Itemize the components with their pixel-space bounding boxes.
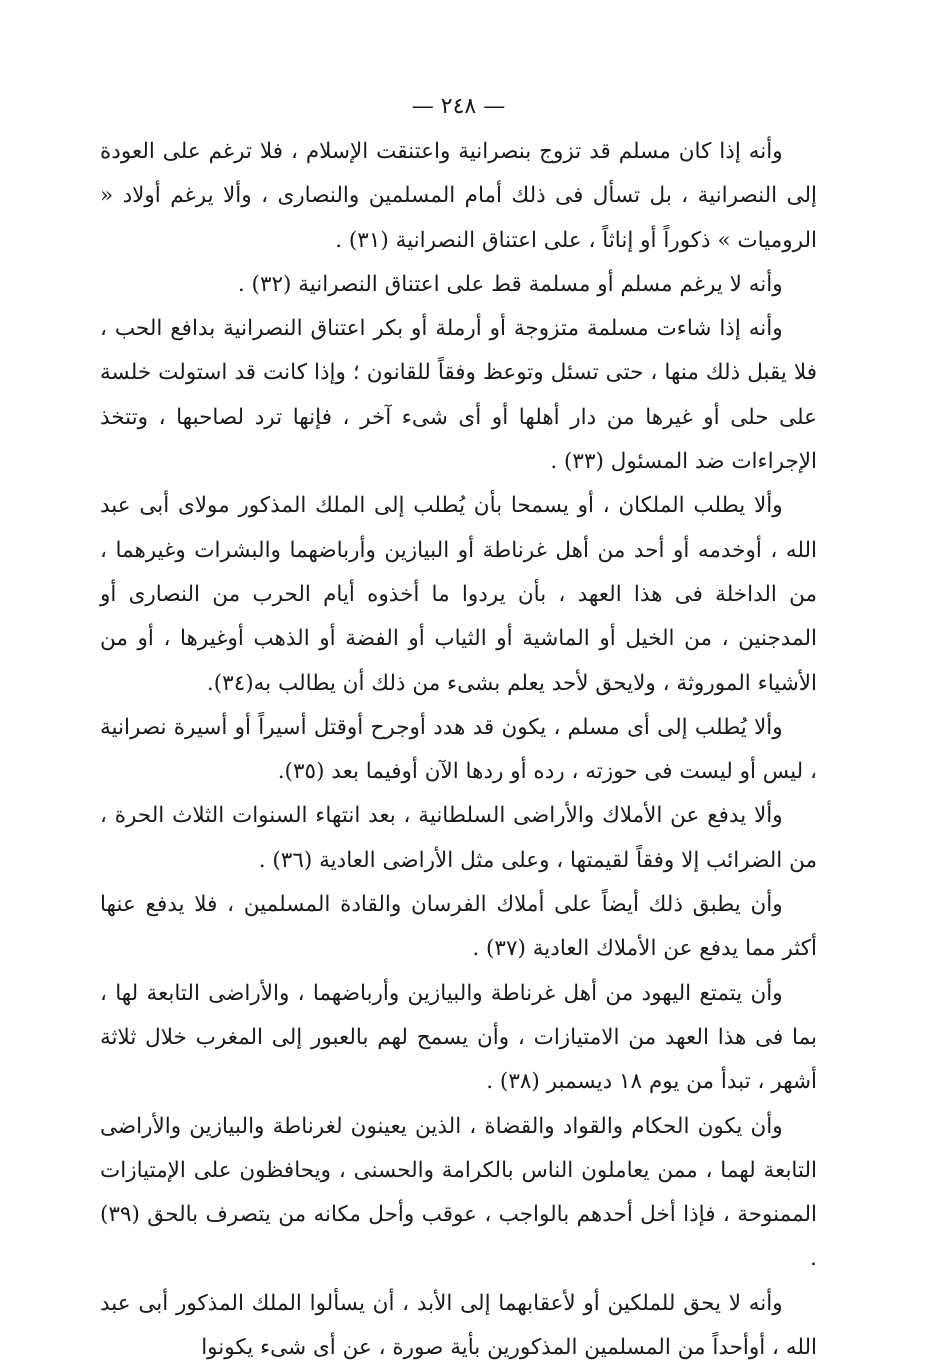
paragraph-4: وألا يطلب الملكان ، أو يسمحا بأن يُطلب إلى الملك المذكور مولاى أبى عبد الله ، أوخدمه أو أحد من أهل غرناطة أو البيازين وأرباضهما والبشرات وغيرهما ، من الداخلة فى هذا العهد ، بأن يردوا ما أخذوه أيام الحرب من النصارى أو المدجنين ، من الخيل أو الماشية أو الثياب أو الفضة أو الذهب أوغيرها ، أو من الأشياء الموروثة ، ولايحق لأحد يعلم بشىء من ذلك أن يطالب به(٣٤).	[100, 493, 817, 696]
paragraph-8: وأن يتمتع اليهود من أهل غرناطة والبيازين وأرباضهما ، والأراضى التابعة لها ، بما فى هذا العهد من الامتيازات ، وأن يسمح لهم بالعبور إلى المغرب خلال ثلاثة أشهر ، تبدأ من يوم ١٨ ديسمبر (٣٨) .	[100, 980, 817, 1095]
paragraph-7: وأن يطبق ذلك أيضاً على أملاك الفرسان والقادة المسلمين ، فلا يدفع عنها أكثر مما يدفع عن الأملاك العادية (٣٧) .	[100, 892, 817, 962]
paragraph-5: وألا يُطلب إلى أى مسلم ، يكون قد هدد أوجرح أوقتل أسيراً أو أسيرة نصرانية ، ليس أو ليست فى حوزته ، رده أو ردها الآن أوفيما بعد (٣٥).	[100, 714, 817, 785]
paragraph-10: وأنه لا يحق للملكين أو لأعقابهما إلى الأبد ، أن يسألوا الملك المذكور أبى عبد الله ، أوأحداً من المسلمين المذكورين بأية صورة ، عن أى شىء يكونوا	[100, 1290, 817, 1361]
paragraph-3: وأنه إذا شاءت مسلمة متزوجة أو أرملة أو بكر اعتناق النصرانية بدافع الحب ، فلا يقبل ذلك منها ، حتى تسئل وتوعظ وفقاً للقانون ؛ وإذا كانت قد استولت خلسة على حلى أو غيرها من دار أهلها أو أى شىء آخر ، فإنها ترد لصاحبها ، وتتخذ الإجراءات ضد المسئول (٣٣) .	[100, 316, 817, 475]
page-number: — ٢٤٨ —	[411, 94, 506, 119]
paragraph-1: وأنه إذا كان مسلم قد تزوج بنصرانية واعتنقت الإسلام ، فلا ترغم على العودة إلى النصرانية ، بل تسأل فى ذلك أمام المسلمين والنصارى ، وألا يرغم أولاد « الروميات » ذكوراً أو إناثاً ، على اعتناق النصرانية (٣١) .	[100, 139, 817, 253]
paragraph-9: وأن يكون الحكام والقواد والقضاة ، الذين يعينون لغرناطة والبيازين والأراضى التابعة لهما ، ممن يعاملون الناس بالكرامة والحسنى ، ويحافظون على الإمتيازات الممنوحة ، فإذا أخل أحدهم بالواجب ، عوقب وأحل مكانه من يتصرف بالحق (٣٩) .	[100, 1113, 817, 1272]
paragraph-6: وألا يدفع عن الأملاك والأراضى السلطانية ، بعد انتهاء السنوات الثلاث الحرة ، من الضرائب إلا وفقاً لقيمتها ، وعلى مثل الأراضى العادية (٣٦) .	[100, 803, 817, 873]
body-text	[100, 130, 817, 1370]
paragraph-2: وأنه لا يرغم مسلم أو مسلمة قط على اعتناق النصرانية (٣٢) .	[237, 271, 783, 297]
